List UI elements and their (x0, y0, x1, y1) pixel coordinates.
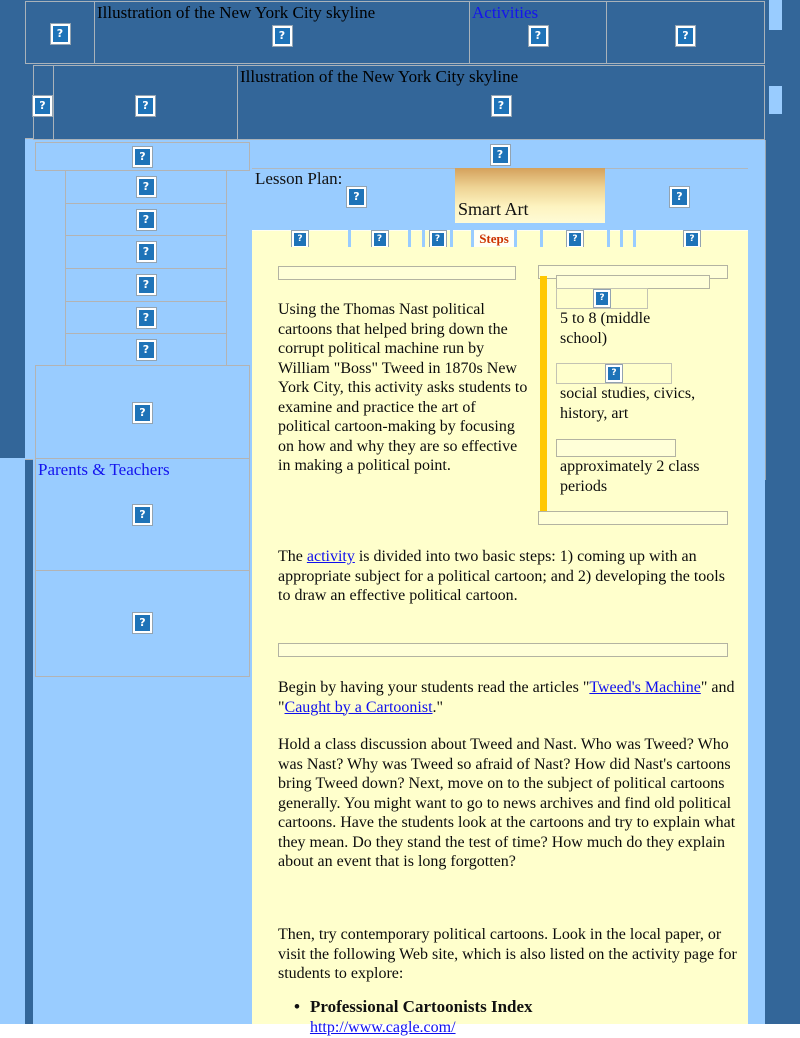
broken-image-icon[interactable] (133, 613, 152, 633)
info-box-gold-bar (540, 276, 547, 511)
begin-paragraph-post: ." (432, 698, 444, 716)
subject-label-image (556, 363, 672, 384)
broken-image-icon (347, 187, 366, 207)
sidebar-nav-item-3[interactable] (66, 236, 226, 269)
broken-image-icon[interactable] (133, 403, 152, 423)
header2-left-cell[interactable] (54, 65, 238, 140)
broken-image-icon[interactable] (33, 96, 52, 116)
sidebar-nav (65, 170, 227, 367)
tab-steps-current[interactable] (474, 230, 514, 247)
tab-1[interactable] (252, 230, 348, 247)
resource-name: Professional Cartoonists Index (309, 997, 533, 1016)
tab-spacer (411, 230, 422, 247)
tab-spacer (610, 230, 620, 247)
title-band (252, 140, 748, 228)
skyline-alt-text-2: Illustration of the New York City skyline (240, 67, 519, 86)
sidebar-big-cell[interactable] (35, 365, 250, 460)
sidebar-bottom-cell[interactable] (35, 570, 250, 677)
broken-image-icon[interactable] (137, 242, 156, 262)
sidebar-nav-item-2[interactable] (66, 204, 226, 237)
sidebar-nav-item-5[interactable] (66, 302, 226, 335)
broken-image-icon[interactable] (133, 505, 152, 525)
right-border-line (765, 140, 766, 480)
tab-spacer (623, 230, 633, 247)
broken-image-icon (491, 145, 510, 165)
top-right-notch-2 (769, 86, 782, 114)
divider-broken-image (278, 643, 728, 657)
steps-paragraph-post: is divided into two basic steps: 1) coming up with an appropriate subject for a political cartoon; and 2) developing the tools to draw an effective political cartoon. (278, 548, 725, 604)
parents-teachers-link[interactable]: Parents & Teachers (38, 460, 170, 479)
broken-image-icon[interactable] (137, 210, 156, 230)
header-logo-cell[interactable] (25, 1, 95, 64)
title-band-top (252, 142, 748, 169)
header-activities-cell[interactable] (470, 1, 607, 64)
tab-spacer (453, 230, 471, 247)
broken-image-icon (492, 96, 511, 116)
broken-image-icon[interactable] (372, 231, 388, 248)
bullet-icon (278, 997, 310, 1038)
broken-image-icon[interactable] (51, 24, 70, 44)
grade-label-image (556, 288, 648, 309)
steps-paragraph (278, 547, 736, 606)
right-margin (748, 140, 765, 1024)
time-label-image (556, 439, 676, 457)
header-skyline-cell (95, 1, 470, 64)
resource-item (278, 997, 738, 1038)
broken-image-icon[interactable] (676, 26, 695, 46)
broken-image-icon[interactable] (567, 231, 583, 248)
tab-3[interactable] (425, 230, 450, 247)
broken-image-icon[interactable] (136, 96, 155, 116)
sidebar-nav-item-6[interactable] (66, 334, 226, 366)
begin-paragraph-pre: Begin by having your students read the articles " (278, 679, 590, 696)
broken-image-icon[interactable] (133, 147, 152, 167)
subject-areas-text: social studies, civics, history, art (560, 385, 696, 422)
broken-image-icon (670, 187, 689, 207)
header2-skyline-cell (238, 65, 765, 140)
title-band-main (252, 168, 748, 228)
info-box-inner-rule (556, 275, 710, 289)
sidebar (33, 140, 252, 1024)
skyline-alt-text: Illustration of the New York City skyline (97, 3, 376, 22)
broken-image-icon[interactable] (137, 340, 156, 360)
tab-4[interactable] (543, 230, 607, 247)
header-banner-2 (33, 65, 765, 140)
sidebar-top-cell[interactable] (35, 142, 250, 171)
resource-list (278, 997, 738, 1038)
tab-spacer (517, 230, 540, 247)
main-content (252, 247, 748, 1036)
lesson-title-box (455, 168, 605, 223)
activity-link[interactable]: activity (306, 548, 355, 565)
sidebar-nav-item-4[interactable] (66, 269, 226, 302)
sidebar-parents-cell[interactable] (35, 458, 250, 572)
broken-banner-image (278, 266, 516, 280)
caught-by-cartoonist-link[interactable]: Caught by a Cartoonist (284, 698, 433, 716)
broken-image-icon (594, 290, 610, 307)
header-banner (25, 1, 765, 64)
broken-image-icon (606, 365, 622, 382)
info-box-bottom-rule (538, 511, 728, 525)
top-right-notch (769, 0, 782, 30)
contemporary-paragraph: Then, try contemporary political cartoons. Look in the local paper, or visit the following Web site, which is also listed on the activity page for students to explore: (278, 926, 737, 982)
broken-image-icon[interactable] (430, 231, 446, 248)
tab-5[interactable] (636, 230, 748, 247)
header-right-cell[interactable] (607, 1, 765, 64)
activities-link[interactable]: Activities (472, 3, 539, 22)
tab-2[interactable] (351, 230, 408, 247)
grade-level-text: 5 to 8 (middle school) (560, 310, 651, 347)
left-margin (0, 458, 25, 1024)
broken-image-icon[interactable] (137, 308, 156, 328)
lesson-plan-label: Lesson Plan: (255, 169, 343, 188)
sidebar-nav-item-1[interactable] (66, 171, 226, 204)
discussion-paragraph: Hold a class discussion about Tweed and Nast. Who was Tweed? Who was Nast? Why was Tweed so afraid of Nast? How did Nast's cartoons bring Tweed down? Next, move on to the subject of political cartoons generally. You might want to go to news archives and find old political cartoons. Have the students look at the cartoons and try to explain what they mean. Do they stand the test of time? How much do they explain about an event that is long forgotten? (278, 736, 736, 870)
broken-image-icon[interactable] (137, 177, 156, 197)
begin-paragraph-mid: " and " (278, 679, 735, 716)
resource-url-link[interactable]: http://www.cagle.com/ (309, 1019, 456, 1036)
info-box (538, 265, 728, 527)
broken-image-icon[interactable] (529, 26, 548, 46)
broken-image-icon (273, 26, 292, 46)
broken-image-icon[interactable] (292, 231, 308, 248)
broken-image-icon[interactable] (137, 275, 156, 295)
steps-paragraph-pre: The (278, 548, 307, 565)
time-required-text: approximately 2 class periods (560, 458, 700, 495)
left-strip (25, 138, 33, 460)
steps-tab-label[interactable]: Steps (479, 231, 509, 246)
begin-paragraph (278, 678, 736, 717)
header2-small-cell[interactable] (33, 65, 54, 140)
intro-paragraph: Using the Thomas Nast political cartoons that helped bring down the corrupt political machine run by William "Boss" Tweed in 1870s New York City, this activity asks students to examine and practice the art of political cartoon-making by focusing on how and why they are so effective in making a political point. (278, 301, 528, 474)
broken-image-icon[interactable] (684, 231, 700, 248)
lesson-title: Smart Art (458, 199, 529, 219)
tweeds-machine-link[interactable]: Tweed's Machine (589, 679, 701, 696)
